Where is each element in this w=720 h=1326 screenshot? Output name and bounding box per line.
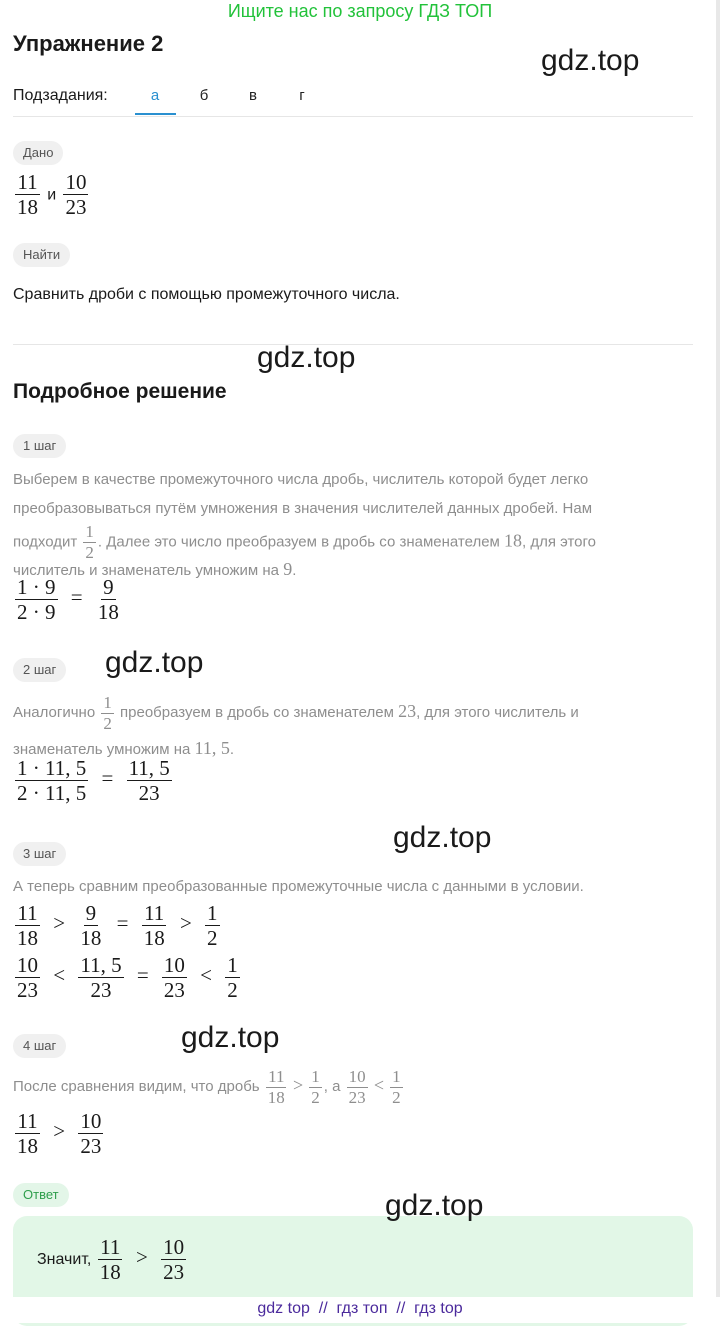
text-span: . <box>229 741 235 758</box>
denominator: 23 <box>65 195 87 220</box>
numerator: 1 · 11, 5 <box>17 756 87 780</box>
denominator: 23 <box>348 1087 366 1107</box>
text-span: После сравнения видим, что дробь <box>13 1078 260 1095</box>
numerator: 10 <box>65 170 87 194</box>
operator: > <box>53 1119 66 1144</box>
step-1-equation <box>13 576 123 623</box>
numerator: 11, 5 <box>128 756 170 780</box>
numerator: 11 <box>100 1235 121 1259</box>
watermark: gdz.top <box>181 1021 280 1054</box>
text-span: преобразуем в дробь со знаменателем <box>120 704 394 721</box>
search-banner: Ищите нас по запросу ГДЗ ТОП <box>227 1 493 21</box>
watermark: gdz.top <box>105 646 204 679</box>
step-3-pill: 3 шаг <box>13 842 66 866</box>
active-tab-indicator <box>135 113 176 115</box>
answer-pill: Ответ <box>13 1183 69 1207</box>
denominator: 18 <box>17 926 38 951</box>
operator: > <box>292 1075 304 1095</box>
denominator: 18 <box>143 926 165 951</box>
denominator: 2 <box>85 542 94 562</box>
fraction <box>15 954 40 1001</box>
denominator: 18 <box>99 1260 121 1285</box>
answer-prefix: Значит, <box>37 1251 92 1269</box>
fraction <box>101 694 114 733</box>
answer-content <box>37 1236 188 1283</box>
fraction <box>309 1068 322 1107</box>
step-3-row-2 <box>13 954 242 1001</box>
fraction <box>225 954 240 1001</box>
numerator: 10 <box>348 1066 366 1086</box>
denominator: 2 <box>207 926 218 951</box>
operator: < <box>373 1075 384 1095</box>
denominator: 23 <box>80 1134 102 1159</box>
text-line <box>13 688 693 734</box>
numerator: 11 <box>268 1066 285 1086</box>
fraction <box>78 1110 103 1157</box>
text-span: , а <box>323 1078 341 1095</box>
numerator: 1 <box>103 692 112 712</box>
operator: < <box>200 963 213 988</box>
fraction <box>205 902 220 949</box>
fraction <box>98 1236 123 1283</box>
denominator: 18 <box>17 1134 38 1159</box>
watermark: gdz.top <box>541 44 640 77</box>
numerator: 10 <box>80 1109 102 1133</box>
fraction <box>127 757 172 804</box>
fraction <box>63 171 88 218</box>
fraction <box>15 1110 40 1157</box>
footer-links[interactable]: gdz top // гдз топ // гдз top <box>0 1297 720 1323</box>
denominator: 2 <box>103 713 112 733</box>
numerator: 11 <box>17 170 38 194</box>
numerator: 1 <box>227 953 238 977</box>
numerator: 9 <box>103 575 114 599</box>
numerator: 1 <box>207 901 218 925</box>
step-3-row-1 <box>13 902 222 949</box>
denominator: 18 <box>17 195 38 220</box>
numerator: 1 <box>311 1066 320 1086</box>
text-span: . <box>292 562 297 579</box>
text-line <box>13 522 693 562</box>
text-span: знаменатель умножим на <box>13 741 191 758</box>
denominator: 23 <box>90 978 112 1003</box>
operator: = <box>116 911 129 936</box>
find-pill: Найти <box>13 243 70 267</box>
fraction <box>162 954 187 1001</box>
fraction <box>78 902 103 949</box>
denominator: 23 <box>163 1260 185 1285</box>
numerator: 11 <box>17 1109 38 1133</box>
subtasks-label: Подзадания: <box>13 87 108 104</box>
numerator: 1 · 9 <box>17 575 56 599</box>
solution-title: Подробное решение <box>13 380 227 403</box>
step-3-text: А теперь сравним преобразованные промежуточные числа с данными в условии. <box>13 878 584 895</box>
denominator: 18 <box>97 600 119 625</box>
fraction <box>15 576 58 623</box>
find-text: Сравнить дроби с помощью промежуточного числа. <box>13 286 400 303</box>
operator: = <box>101 766 114 791</box>
conjunction: и <box>47 186 57 204</box>
math-value: 11, 5 <box>194 738 230 758</box>
text-span: Аналогично <box>13 704 96 721</box>
fraction <box>15 757 88 804</box>
fraction <box>390 1068 403 1107</box>
operator: > <box>136 1245 148 1270</box>
step-1-pill: 1 шаг <box>13 434 66 458</box>
text-span: , для этого <box>522 533 597 551</box>
fraction <box>15 171 40 218</box>
numerator: 1 <box>392 1066 401 1086</box>
operator: > <box>53 911 66 936</box>
operator: = <box>136 963 149 988</box>
math-value: 18 <box>504 530 523 551</box>
numerator: 11 <box>17 901 38 925</box>
denominator: 18 <box>80 926 102 951</box>
denominator: 23 <box>138 781 160 806</box>
numerator: 10 <box>17 953 38 977</box>
fraction <box>15 902 40 949</box>
numerator: 1 <box>85 522 94 541</box>
step-2-equation <box>13 757 174 804</box>
step-2-pill: 2 шаг <box>13 658 66 682</box>
text-span: , для этого числитель и <box>416 704 579 721</box>
denominator: 18 <box>267 1087 285 1107</box>
step-4-pill: 4 шаг <box>13 1034 66 1058</box>
watermark: gdz.top <box>257 341 356 374</box>
text-line: преобразовываться путём умножения в значения числителей данных дробей. Нам <box>13 500 593 517</box>
scrollbar[interactable] <box>716 0 720 1323</box>
math-value: 9 <box>283 559 293 579</box>
numerator: 10 <box>163 1235 185 1259</box>
denominator: 23 <box>17 978 38 1003</box>
fraction <box>96 576 121 623</box>
denominator: 2 <box>311 1087 320 1107</box>
text-span: числитель и знаменатель умножим на <box>13 562 280 579</box>
divider <box>13 116 693 117</box>
numerator: 9 <box>85 901 97 925</box>
operator: < <box>53 963 66 988</box>
fraction <box>161 1236 186 1283</box>
watermark: gdz.top <box>393 821 492 854</box>
denominator: 23 <box>163 978 185 1003</box>
given-pill: Дано <box>13 141 63 165</box>
given-fractions <box>13 171 90 218</box>
numerator: 10 <box>163 953 185 977</box>
operator: = <box>70 585 83 610</box>
denominator: 2 · 11, 5 <box>17 781 87 806</box>
fraction <box>142 902 167 949</box>
tab-v[interactable]: в <box>249 87 257 104</box>
denominator: 2 <box>227 978 238 1003</box>
tab-g[interactable]: г <box>299 87 305 104</box>
fraction <box>78 954 123 1001</box>
step-2-text <box>13 688 693 764</box>
watermark: gdz.top <box>385 1189 484 1222</box>
step-4-result <box>13 1110 105 1157</box>
step-4-text <box>13 1062 405 1108</box>
text-span: . Далее это число преобразуем в дробь со знаменателем <box>97 533 500 551</box>
denominator: 2 <box>392 1087 401 1107</box>
text-span: подходит <box>13 533 78 551</box>
math-value: 23 <box>398 701 417 721</box>
fraction <box>347 1068 368 1107</box>
operator: > <box>179 911 192 936</box>
text-line: Выберем в качестве промежуточного числа дробь, числитель которой будет легко <box>13 471 589 488</box>
numerator: 11 <box>144 901 165 925</box>
denominator: 2 · 9 <box>17 600 56 625</box>
exercise-title: Упражнение 2 <box>13 31 164 56</box>
fraction <box>266 1068 287 1107</box>
tab-b[interactable]: б <box>199 87 209 104</box>
step-1-text <box>13 465 693 585</box>
tab-a[interactable]: а <box>150 87 160 104</box>
numerator: 11, 5 <box>80 953 122 977</box>
